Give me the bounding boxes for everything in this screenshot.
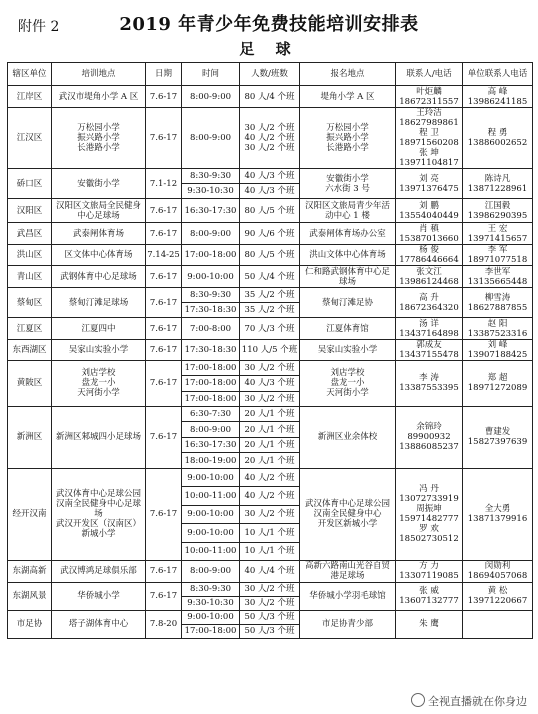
date-cell: 7.6-17 <box>146 468 182 560</box>
unit-contact-cell: 江国毅 13986290395 <box>463 199 533 223</box>
unit-contact-cell: 闵勋利 18694057068 <box>463 560 533 582</box>
count-cell: 20 人/1 个班 <box>240 453 300 469</box>
wechat-channel-icon <box>411 693 425 707</box>
district-cell: 东湖高新 <box>8 560 52 582</box>
unit-contact-cell: 郑 超 18971272089 <box>463 361 533 407</box>
place-cell: 万松园小学 振兴路小学 长港路小学 <box>52 108 146 169</box>
count-cell: 30 人/2 个班 <box>240 505 300 523</box>
time-cell: 9:30-10:30 <box>182 596 240 610</box>
time-cell: 16:30-17:30 <box>182 437 240 453</box>
count-cell: 30 人/2 个班 <box>240 582 300 596</box>
count-cell: 50 人/4 个班 <box>240 266 300 288</box>
signup-cell: 安徽街小学 六水街 3 号 <box>300 169 396 199</box>
count-cell: 40 人/2 个班 <box>240 468 300 486</box>
date-cell: 7.14-25 <box>146 245 182 266</box>
table-row <box>8 610 533 624</box>
unit-contact-cell: 高 峰 13986241185 <box>463 86 533 108</box>
contact-cell: 刘 鹏 13554040449 <box>396 199 463 223</box>
place-cell: 江夏四中 <box>52 318 146 340</box>
count-cell: 70 人/3 个班 <box>240 318 300 340</box>
time-cell: 8:30-9:30 <box>182 582 240 596</box>
time-cell: 10:00-11:00 <box>182 542 240 560</box>
table-row <box>8 340 533 361</box>
date-cell: 7.6-17 <box>146 223 182 245</box>
unit-contact-cell: 程 勇 13886002652 <box>463 108 533 169</box>
signup-cell: 市足协青少部 <box>300 610 396 638</box>
place-cell: 安徽街小学 <box>52 169 146 199</box>
date-cell: 7.6-17 <box>146 406 182 468</box>
date-cell: 7.8-20 <box>146 610 182 638</box>
signup-cell: 华侨城小学羽毛球馆 <box>300 582 396 610</box>
count-cell: 80 人/5 个班 <box>240 199 300 223</box>
contact-cell: 叶炬麟 18672311557 <box>396 86 463 108</box>
count-cell: 20 人/1 个班 <box>240 437 300 453</box>
table-row <box>8 288 533 303</box>
time-cell: 8:00-9:00 <box>182 223 240 245</box>
date-cell: 7.6-17 <box>146 266 182 288</box>
time-cell: 17:30-18:30 <box>182 303 240 318</box>
time-cell: 8:00-9:00 <box>182 86 240 108</box>
contact-cell: 方 力 13307119085 <box>396 560 463 582</box>
time-cell: 17:00-18:00 <box>182 245 240 266</box>
contact-cell: 冯 丹 13072733919 周振坤 15971482777 罗 欢 18502730512 <box>396 468 463 560</box>
count-cell: 40 人/2 个班 <box>240 487 300 505</box>
signup-cell: 刘店学校 盘龙一小 天河街小学 <box>300 361 396 407</box>
time-cell: 17:00-18:00 <box>182 361 240 376</box>
district-cell: 硚口区 <box>8 169 52 199</box>
date-cell: 7.6-17 <box>146 288 182 318</box>
district-cell: 黄陂区 <box>8 361 52 407</box>
unit-contact-cell: 陈诗凡 13871228961 <box>463 169 533 199</box>
place-cell: 武泰闸体育场 <box>52 223 146 245</box>
unit-contact-cell: 李 军 18971077518 <box>463 245 533 266</box>
table-row <box>8 318 533 340</box>
count-cell: 20 人/1 个班 <box>240 422 300 438</box>
unit-contact-cell <box>463 610 533 638</box>
district-cell: 蔡甸区 <box>8 288 52 318</box>
contact-cell: 杨 俊 17786446664 <box>396 245 463 266</box>
time-cell: 6:30-7:30 <box>182 406 240 422</box>
count-cell: 50 人/3 个班 <box>240 624 300 638</box>
place-cell: 华侨城小学 <box>52 582 146 610</box>
date-cell: 7.6-17 <box>146 108 182 169</box>
contact-cell: 王玲洁 18627989861 程 卫 18971560208 张 坤 13971104817 <box>396 108 463 169</box>
unit-contact-cell: 刘 峰 13907188425 <box>463 340 533 361</box>
table-row <box>8 108 533 169</box>
count-cell: 35 人/2 个班 <box>240 288 300 303</box>
signup-cell: 高新六路南山光谷自贸港足球场 <box>300 560 396 582</box>
column-header: 联系人/电话 <box>396 63 463 86</box>
watermark <box>408 692 530 710</box>
district-cell: 新洲区 <box>8 406 52 468</box>
time-cell: 8:00-9:00 <box>182 560 240 582</box>
contact-cell: 肖 稹 15387013660 <box>396 223 463 245</box>
count-cell: 30 人/2 个班 <box>240 596 300 610</box>
date-cell: 7.6-17 <box>146 318 182 340</box>
district-cell: 东湖风景 <box>8 582 52 610</box>
place-cell: 武钢体育中心足球场 <box>52 266 146 288</box>
date-cell: 7.6-17 <box>146 340 182 361</box>
column-header: 辖区单位 <box>8 63 52 86</box>
unit-contact-cell: 赵 阳 13387523316 <box>463 318 533 340</box>
place-cell: 吴家山实验小学 <box>52 340 146 361</box>
place-cell: 新洲区邾城四小足球场 <box>52 406 146 468</box>
place-cell: 蔡甸汀滩足球场 <box>52 288 146 318</box>
count-cell: 40 人/3 个班 <box>240 376 300 391</box>
count-cell: 35 人/2 个班 <box>240 303 300 318</box>
district-cell: 东西湖区 <box>8 340 52 361</box>
watermark-text: 全视直播就在你身边 <box>428 695 527 708</box>
unit-contact-cell: 柳雪涛 18627887855 <box>463 288 533 318</box>
table-row <box>8 361 533 376</box>
table-row <box>8 560 533 582</box>
count-cell: 80 人/5 个班 <box>240 245 300 266</box>
district-cell: 经开汉南 <box>8 468 52 560</box>
table-row <box>8 199 533 223</box>
count-cell: 90 人/6 个班 <box>240 223 300 245</box>
place-cell: 武汉博鸿足球俱乐部 <box>52 560 146 582</box>
time-cell: 18:00-19:00 <box>182 453 240 469</box>
place-cell: 武汉市堤角小学 A 区 <box>52 86 146 108</box>
column-header: 日期 <box>146 63 182 86</box>
count-cell: 10 人/1 个班 <box>240 542 300 560</box>
district-cell: 江汉区 <box>8 108 52 169</box>
count-cell: 10 人/1 个班 <box>240 524 300 542</box>
time-cell: 9:00-10:00 <box>182 468 240 486</box>
count-cell: 30 人/2 个班 40 人/2 个班 30 人/2 个班 <box>240 108 300 169</box>
time-cell: 8:00-9:00 <box>182 108 240 169</box>
document-subtitle: 足 球 <box>239 40 299 58</box>
place-cell: 汉阳区文旅局全民健身中心足球场 <box>52 199 146 223</box>
date-cell: 7.6-17 <box>146 361 182 407</box>
district-cell: 江岸区 <box>8 86 52 108</box>
contact-cell: 刘 亮 13971376475 <box>396 169 463 199</box>
signup-cell: 武汉体育中心足球公园 汉南全民健身中心 开发区新城小学 <box>300 468 396 560</box>
table-row <box>8 223 533 245</box>
district-cell: 汉阳区 <box>8 199 52 223</box>
signup-cell: 仁和路武钢体育中心足球场 <box>300 266 396 288</box>
place-cell: 武汉体育中心足球公园 汉南全民健身中心足球场 武汉开发区（汉南区）新城小学 <box>52 468 146 560</box>
table-header-row <box>8 63 533 86</box>
contact-cell: 汤 详 13437164898 <box>396 318 463 340</box>
contact-cell: 李 涛 13387553395 <box>396 361 463 407</box>
table-row <box>8 169 533 184</box>
district-cell: 洪山区 <box>8 245 52 266</box>
table-row <box>8 468 533 486</box>
district-cell: 青山区 <box>8 266 52 288</box>
column-header: 单位联系人电话 <box>463 63 533 86</box>
time-cell: 9:00-10:00 <box>182 266 240 288</box>
contact-cell: 高 升 18672364320 <box>396 288 463 318</box>
count-cell: 50 人/3 个班 <box>240 610 300 624</box>
signup-cell: 吴家山实验小学 <box>300 340 396 361</box>
date-cell: 7.1-12 <box>146 169 182 199</box>
time-cell: 8:30-9:30 <box>182 288 240 303</box>
time-cell: 16:30-17:30 <box>182 199 240 223</box>
place-cell: 区文体中心体育场 <box>52 245 146 266</box>
time-cell: 17:00-18:00 <box>182 391 240 406</box>
column-header: 培训地点 <box>52 63 146 86</box>
unit-contact-cell: 全大勇 13871379916 <box>463 468 533 560</box>
signup-cell: 武泰闸体育场办公室 <box>300 223 396 245</box>
document-header <box>0 8 538 58</box>
time-cell: 9:00-10:00 <box>182 610 240 624</box>
time-cell: 9:30-10:30 <box>182 184 240 199</box>
column-header: 时间 <box>182 63 240 86</box>
contact-cell: 郭成友 13437155478 <box>396 340 463 361</box>
count-cell: 30 人/2 个班 <box>240 361 300 376</box>
count-cell: 80 人/4 个班 <box>240 86 300 108</box>
date-cell: 7.6-17 <box>146 560 182 582</box>
time-cell: 17:30-18:30 <box>182 340 240 361</box>
time-cell: 9:00-10:00 <box>182 505 240 523</box>
time-cell: 17:00-18:00 <box>182 376 240 391</box>
place-cell: 塔子湖体育中心 <box>52 610 146 638</box>
signup-cell: 江夏体育馆 <box>300 318 396 340</box>
table-row <box>8 582 533 596</box>
attachment-label: 附件 2 <box>18 19 60 35</box>
time-cell: 10:00-11:00 <box>182 487 240 505</box>
district-cell: 武昌区 <box>8 223 52 245</box>
unit-contact-cell: 黄 松 13971220667 <box>463 582 533 610</box>
district-cell: 市足协 <box>8 610 52 638</box>
contact-cell: 张 威 13607132777 <box>396 582 463 610</box>
count-cell: 20 人/1 个班 <box>240 406 300 422</box>
signup-cell: 堤角小学 A 区 <box>300 86 396 108</box>
table-row <box>8 86 533 108</box>
column-header: 报名地点 <box>300 63 396 86</box>
signup-cell: 汉阳区文旅局青少年活动中心 1 楼 <box>300 199 396 223</box>
table-row <box>8 266 533 288</box>
place-cell: 刘店学校 盘龙一小 天河街小学 <box>52 361 146 407</box>
time-cell: 7:00-8:00 <box>182 318 240 340</box>
time-cell: 9:00-10:00 <box>182 524 240 542</box>
contact-cell: 朱 鹰 <box>396 610 463 638</box>
count-cell: 40 人/3 个班 <box>240 169 300 184</box>
unit-contact-cell: 王 宏 13971415657 <box>463 223 533 245</box>
table-row <box>8 406 533 422</box>
training-schedule-table <box>7 62 533 639</box>
contact-cell: 张文江 13986124468 <box>396 266 463 288</box>
signup-cell: 洪山文体中心体育场 <box>300 245 396 266</box>
count-cell: 40 人/4 个班 <box>240 560 300 582</box>
count-cell: 30 人/2 个班 <box>240 391 300 406</box>
signup-cell: 万松园小学 振兴路小学 长港路小学 <box>300 108 396 169</box>
district-cell: 江夏区 <box>8 318 52 340</box>
contact-cell: 余锦玲 89900932 13886085237 <box>396 406 463 468</box>
column-header: 人数/班数 <box>240 63 300 86</box>
date-cell: 7.6-17 <box>146 86 182 108</box>
table-row <box>8 245 533 266</box>
signup-cell: 蔡甸汀滩足协 <box>300 288 396 318</box>
time-cell: 17:00-18:00 <box>182 624 240 638</box>
unit-contact-cell: 曹建发 15827397639 <box>463 406 533 468</box>
count-cell: 110 人/5 个班 <box>240 340 300 361</box>
date-cell: 7.6-17 <box>146 199 182 223</box>
document-title: 2019 年青少年免费技能培训安排表 <box>119 14 419 35</box>
time-cell: 8:30-9:30 <box>182 169 240 184</box>
time-cell: 8:00-9:00 <box>182 422 240 438</box>
date-cell: 7.6-17 <box>146 582 182 610</box>
signup-cell: 新洲区业余体校 <box>300 406 396 468</box>
table-body <box>8 86 533 639</box>
unit-contact-cell: 李世军 13135665448 <box>463 266 533 288</box>
count-cell: 40 人/3 个班 <box>240 184 300 199</box>
